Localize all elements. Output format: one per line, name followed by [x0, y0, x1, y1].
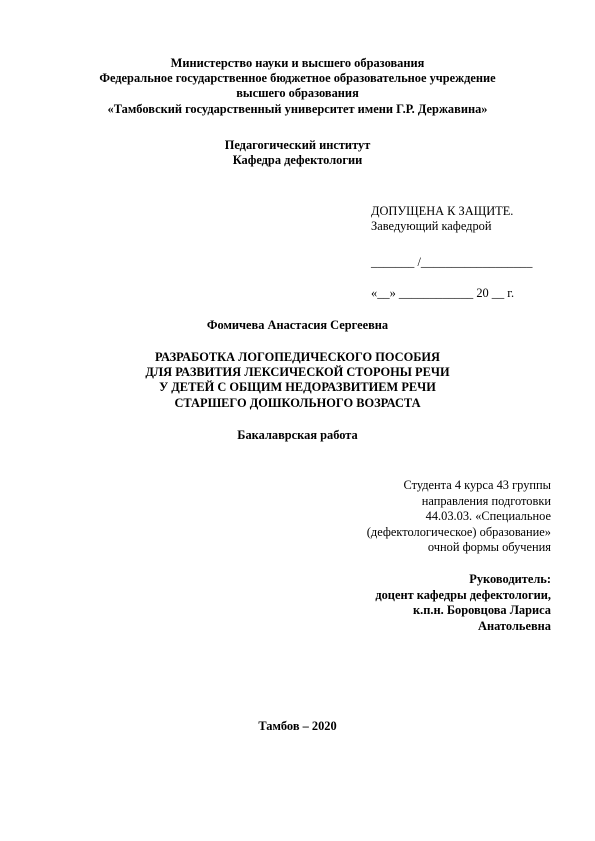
- city-year: Тамбов – 2020: [258, 719, 337, 733]
- signature-line: _______ /__________________: [371, 255, 533, 269]
- student-info-line-3: 44.03.03. «Специальное: [425, 509, 551, 523]
- date-line: «__» ____________ 20 __ г.: [371, 286, 515, 300]
- ministry-line: Министерство науки и высшего образования: [170, 56, 425, 70]
- student-info-line-2: направления подготовки: [421, 494, 551, 508]
- title-line-1: РАЗРАБОТКА ЛОГОПЕДИЧЕСКОГО ПОСОБИЯ: [155, 350, 440, 364]
- institution-line-1: Федеральное государственное бюджетное образовательное учреждение: [99, 71, 496, 85]
- title-line-3: У ДЕТЕЙ С ОБЩИМ НЕДОРАЗВИТИЕМ РЕЧИ: [159, 380, 436, 394]
- student-info-line-4: (дефектологическое) образование»: [366, 525, 551, 539]
- work-type: Бакалаврская работа: [237, 428, 358, 442]
- institution-line-2: высшего образования: [236, 86, 359, 100]
- supervisor-heading: Руководитель:: [469, 572, 551, 586]
- admitted-label: ДОПУЩЕНА К ЗАЩИТЕ.: [371, 204, 514, 218]
- author-name: Фомичева Анастасия Сергеевна: [206, 318, 389, 332]
- institute-name: Педагогический институт: [224, 138, 371, 152]
- student-info-line-1: Студента 4 курса 43 группы: [403, 478, 551, 492]
- head-of-department-label: Заведующий кафедрой: [371, 219, 492, 233]
- supervisor-line-1: доцент кафедры дефектологии,: [375, 588, 551, 602]
- title-line-4: СТАРШЕГО ДОШКОЛЬНОГО ВОЗРАСТА: [174, 396, 421, 410]
- title-line-2: ДЛЯ РАЗВИТИЯ ЛЕКСИЧЕСКОЙ СТОРОНЫ РЕЧИ: [145, 365, 450, 379]
- university-name: «Тамбовский государственный университет имени Г.Р. Державина»: [107, 102, 488, 116]
- supervisor-line-2: к.п.н. Боровцова Лариса: [413, 603, 551, 617]
- supervisor-line-3: Анатольевна: [478, 619, 551, 633]
- department-name: Кафедра дефектологии: [232, 153, 363, 167]
- student-info-line-5: очной формы обучения: [427, 540, 551, 554]
